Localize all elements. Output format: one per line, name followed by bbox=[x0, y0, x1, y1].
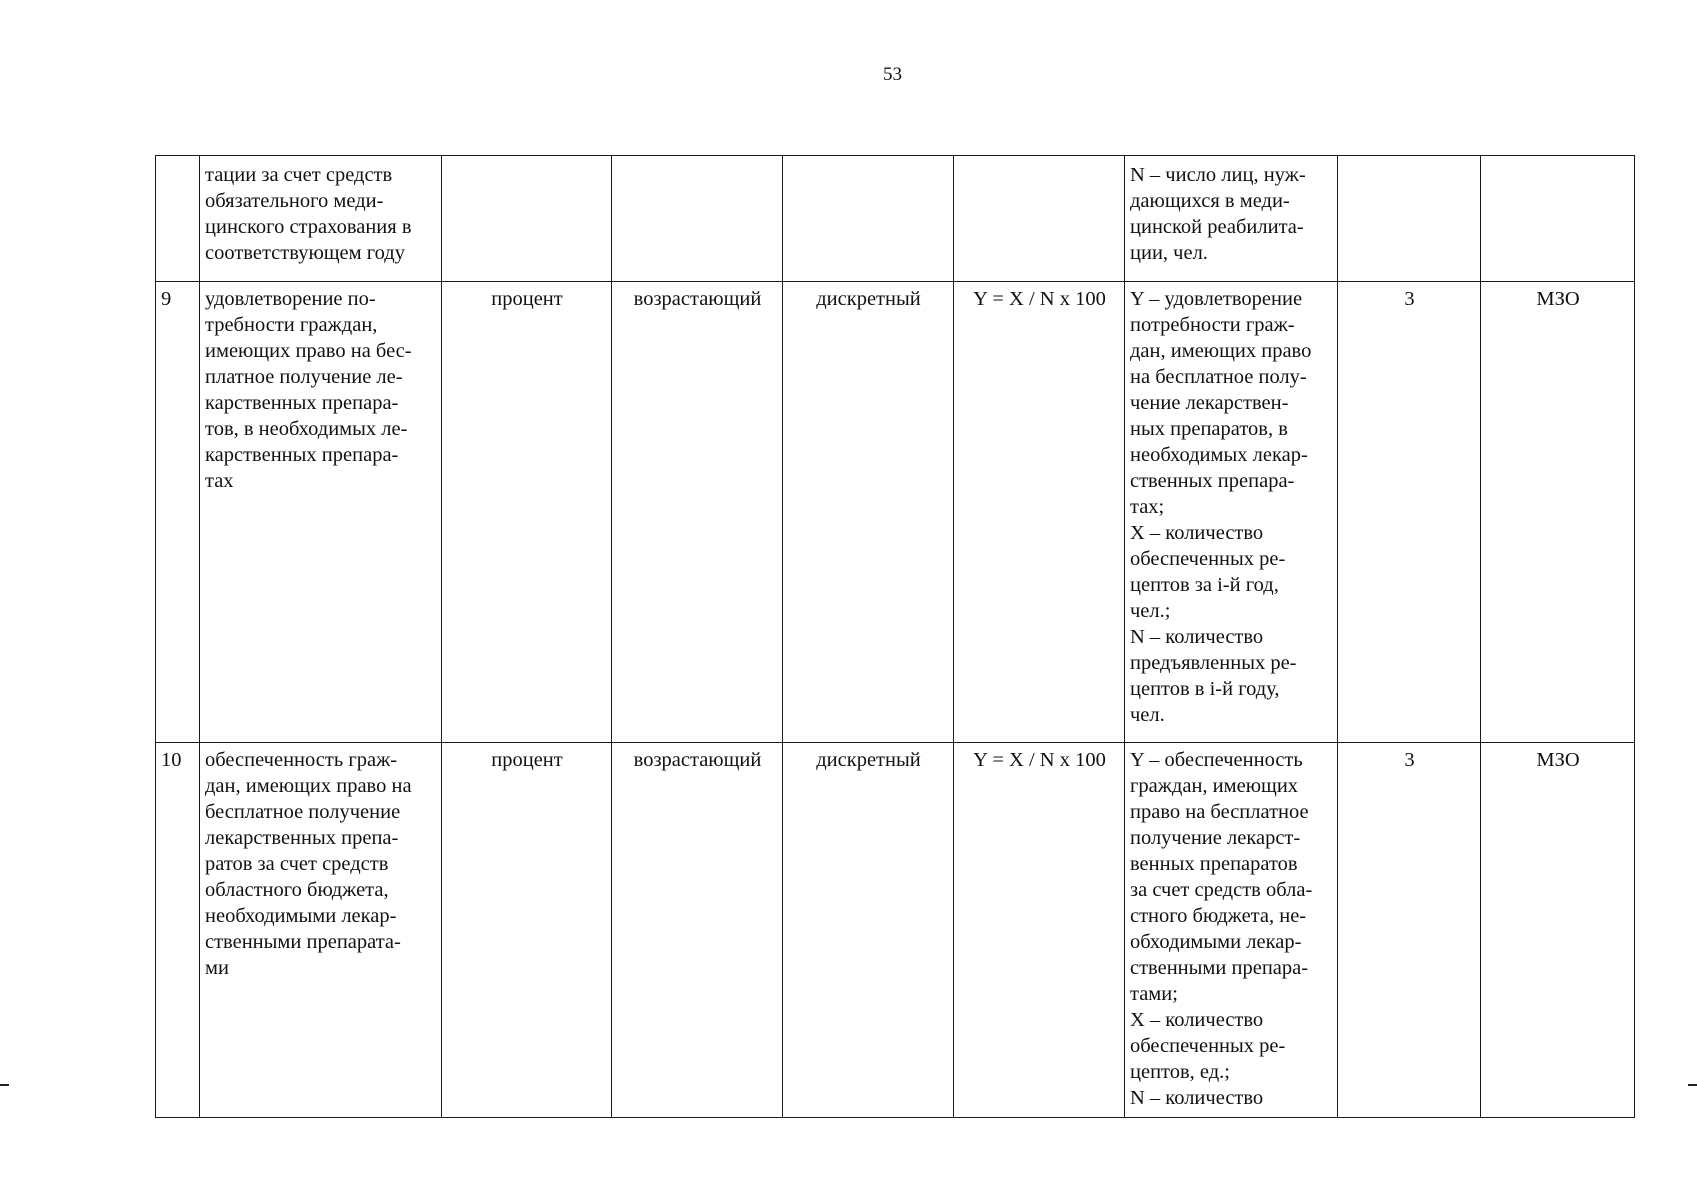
formula-description-cell: Y – удовлетворение потребности граж- дан, имеющих право на бесплатное полу- чение лекарствен- ных препаратов, в необходимых лекар- ственных препара- тах; X – количество обеспеченных ре- цептов за i-й год, чел.; N – количество предъявленных ре- цептов в i-й году, чел. bbox=[1125, 282, 1338, 743]
left-edge-mark bbox=[0, 1084, 9, 1086]
row-number-cell: 10 bbox=[156, 743, 200, 1118]
formula-cell bbox=[954, 156, 1125, 282]
indicator-type-cell bbox=[783, 156, 954, 282]
responsible-cell: МЗО bbox=[1481, 743, 1635, 1118]
row-number-cell: 9 bbox=[156, 282, 200, 743]
page-number: 53 bbox=[883, 64, 902, 85]
method-cell: 3 bbox=[1338, 743, 1481, 1118]
table-row bbox=[156, 156, 1635, 282]
row-number-cell bbox=[156, 156, 200, 282]
responsible-cell bbox=[1481, 156, 1635, 282]
table-row bbox=[156, 743, 1635, 1118]
indicator-name-cell: тации за счет средств обязательного меди- цинского страхования в соответствующем году bbox=[200, 156, 442, 282]
formula-cell: Y = X / N x 100 bbox=[954, 282, 1125, 743]
indicator-type-cell: дискретный bbox=[783, 282, 954, 743]
formula-description-cell: Y – обеспеченность граждан, имеющих право на бесплатное получение лекарст- венных препаратов за счет средств обла- стного бюджета, не- обходимыми лекар- ственными препара- тами; X – количество обеспеченных ре- цептов, ед.; N – количество bbox=[1125, 743, 1338, 1118]
unit-cell: процент bbox=[442, 743, 612, 1118]
method-cell: 3 bbox=[1338, 282, 1481, 743]
indicator-type-cell: дискретный bbox=[783, 743, 954, 1118]
indicator-name-cell: удовлетворение по- требности граждан, имеющих право на бес- платное получение ле- карственных препара- тов, в необходимых ле- карственных препара- тах bbox=[200, 282, 442, 743]
formula-cell: Y = X / N x 100 bbox=[954, 743, 1125, 1118]
right-edge-mark bbox=[1688, 1084, 1697, 1086]
responsible-cell: МЗО bbox=[1481, 282, 1635, 743]
table-row bbox=[156, 282, 1635, 743]
method-cell bbox=[1338, 156, 1481, 282]
unit-cell: процент bbox=[442, 282, 612, 743]
trend-cell: возрастающий bbox=[612, 743, 783, 1118]
unit-cell bbox=[442, 156, 612, 282]
formula-description-cell: N – число лиц, нуж- дающихся в меди- цинской реабилита- ции, чел. bbox=[1125, 156, 1338, 282]
trend-cell bbox=[612, 156, 783, 282]
trend-cell: возрастающий bbox=[612, 282, 783, 743]
indicator-name-cell: обеспеченность граж- дан, имеющих право на бесплатное получение лекарственных препа- ратов за счет средств областного бюджета, необходимыми лекар- ственными препарата- ми bbox=[200, 743, 442, 1118]
indicators-table bbox=[155, 155, 1635, 1118]
